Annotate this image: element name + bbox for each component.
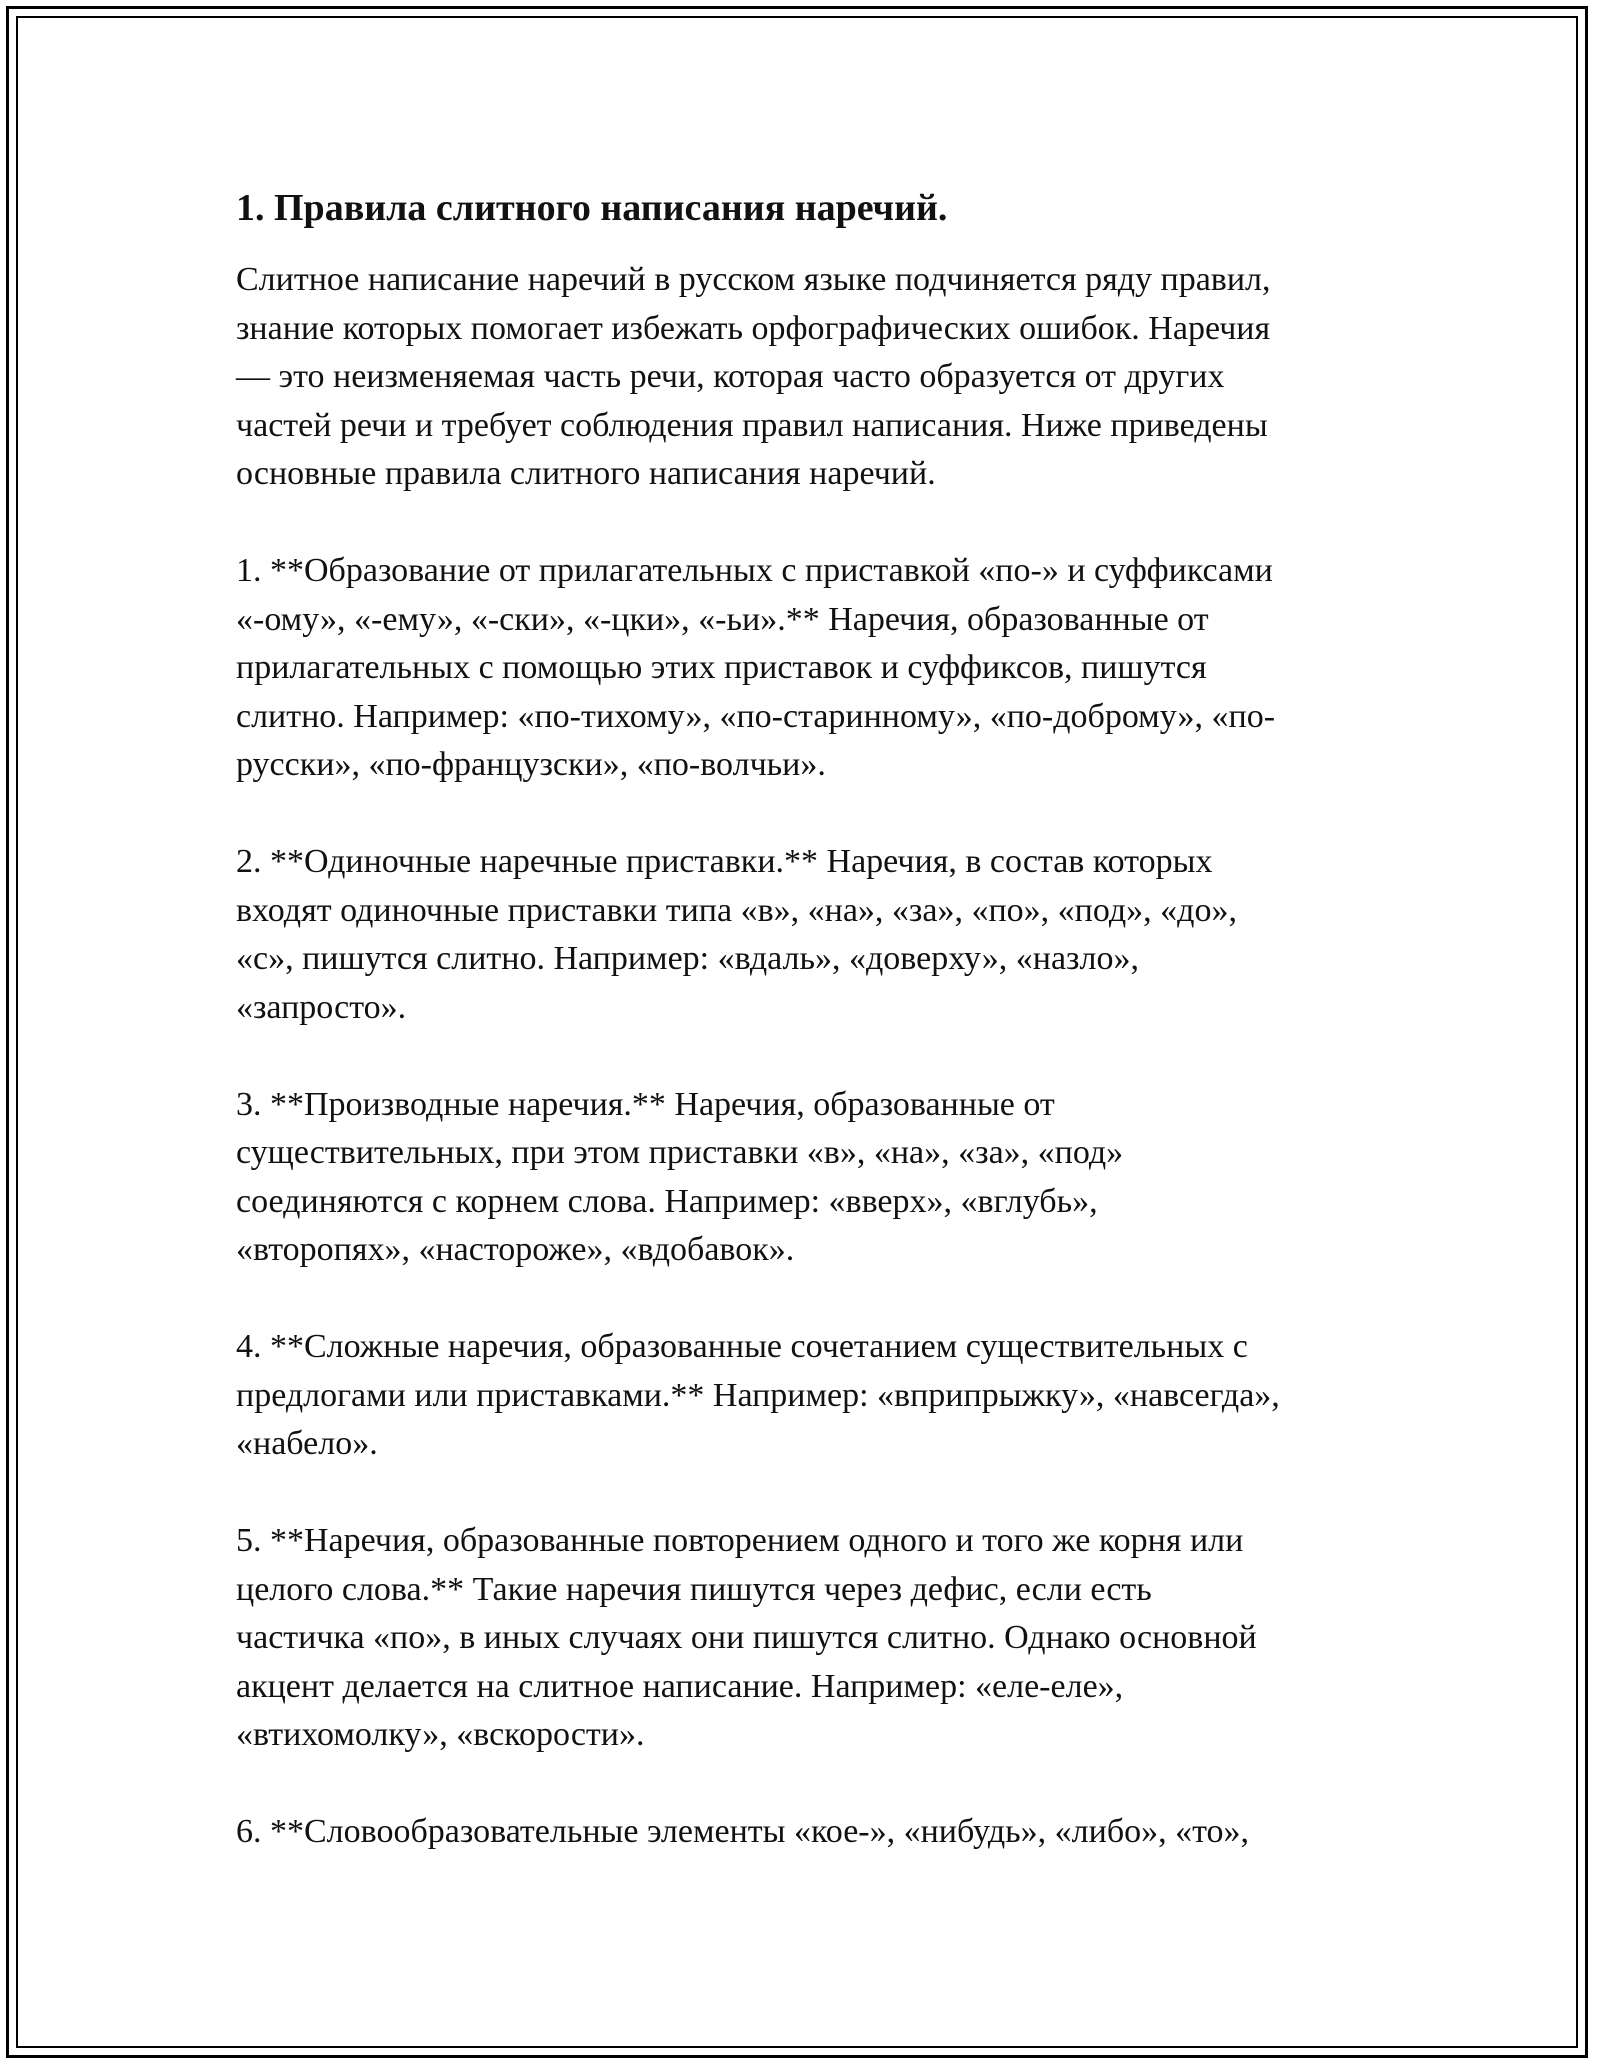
rule-1-paragraph: 1. **Образование от прилагательных с приставкой «по-» и суффиксами «-ому», «-ему», «-ски», «-цки», «-ьи».** Наречия, образованные от прилагательных с помощью этих приставок и суффиксов, пишутся слитно. Например: «по-тихому», «по-старинному», «по-доброму», «по- русски», «по-французски», «по-волчьи». <box>236 552 1276 783</box>
rule-6-paragraph: 6. **Словообразовательные элементы «кое-», «нибудь», «либо», «то», <box>236 1813 1250 1850</box>
rule-4-paragraph: 4. **Сложные наречия, образованные сочетанием существительных с предлогами или приставками.** Например: «вприпрыжку», «навсегда», «набело». <box>236 1328 1280 1462</box>
intro-paragraph: Слитное написание наречий в русском языке подчиняется ряду правил, знание которых помогает избежать орфографических ошибок. Наречия — это неизменяемая часть речи, которая часто образуется от других частей речи и требует соблюдения правил написания. Ниже приведены основные правила слитного написания наречий. <box>236 261 1271 492</box>
rule-2-paragraph: 2. **Одиночные наречные приставки.** Наречия, в состав которых входят одиночные приставки типа «в», «на», «за», «по», «под», «до», «с», пишутся слитно. Например: «вдаль», «доверху», «назло», «запросто». <box>236 843 1237 1026</box>
rule-5-paragraph: 5. **Наречия, образованные повторением одного и того же корня или целого слова.** Такие наречия пишутся через дефис, если есть частичка «по», в иных случаях они пишутся слитно. Однако основной акцент делается на слитное написание. Например: «еле-еле», «втихомолку», «вскорости». <box>236 1522 1257 1753</box>
document-body <box>236 184 1376 1905</box>
rule-3-paragraph: 3. **Производные наречия.** Наречия, образованные от существительных, при этом приставки «в», «на», «за», «под» соединяются с корнем слова. Например: «вверх», «вглубь», «второпях», «настороже», «вдобавок». <box>236 1085 1124 1268</box>
document-heading: 1. Правила слитного написания наречий. <box>236 187 948 229</box>
